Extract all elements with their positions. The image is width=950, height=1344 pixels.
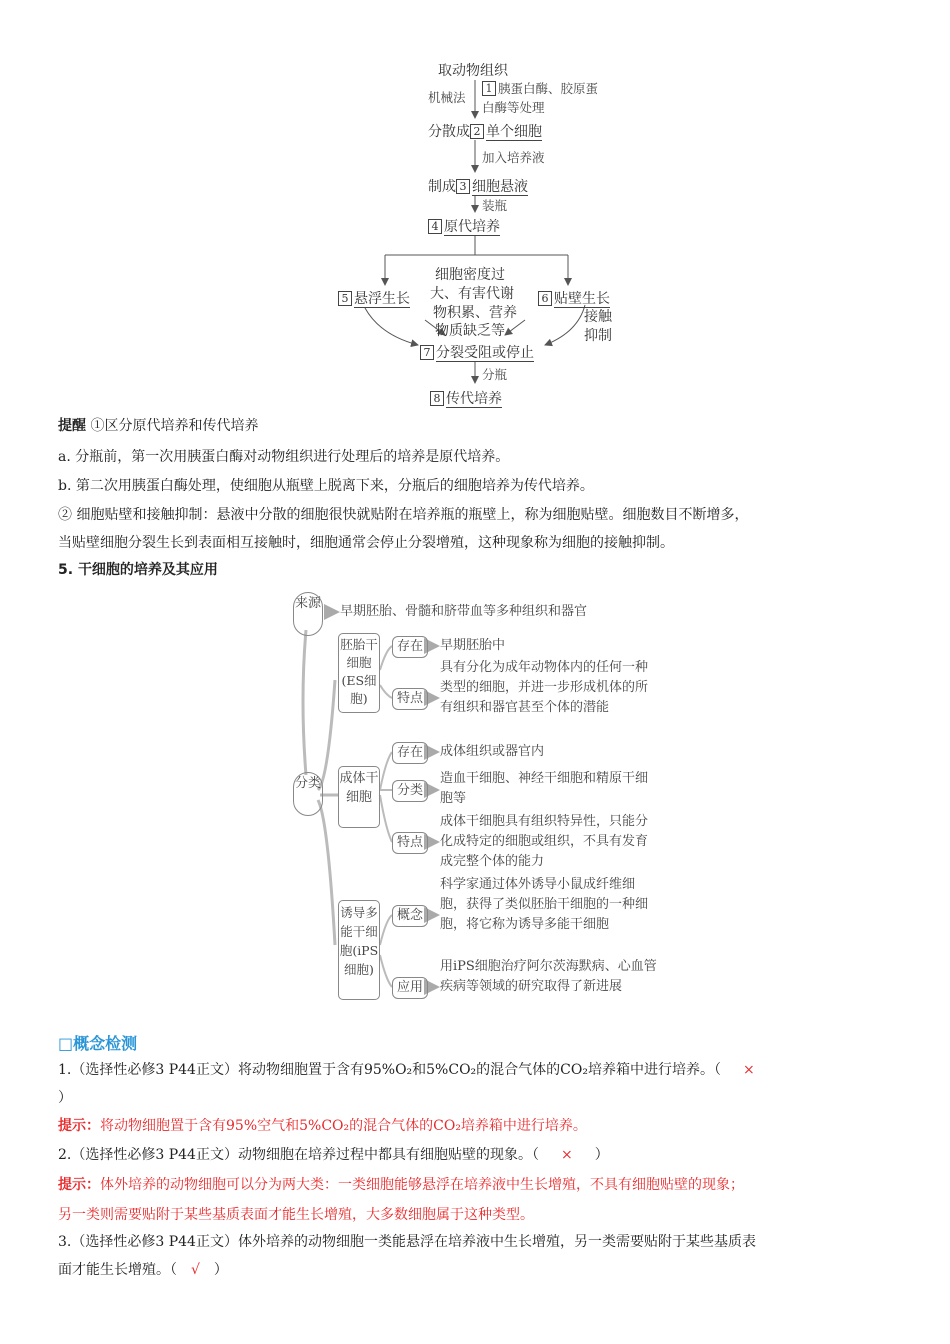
q1-line1: 1.（选择性必修3 P44正文）将动物细胞置于含有95%O₂和5%CO₂的混合气体的CO₂培养箱中进行培养。（ × — [58, 1062, 755, 1078]
flow-subculture: 8 传代培养 — [430, 388, 502, 408]
flow-enzyme-line1: 1 胰蛋白酶、胶原蛋 — [482, 79, 598, 97]
flow-adherent-growth: 6 贴壁生长 — [538, 288, 610, 308]
mm-adult-feature-text: 成体干细胞具有组织特异性，只能分化成特定的细胞或组织，不具有发育成完整个体的能力 — [440, 814, 649, 869]
tip-b: b. 第二次用胰蛋白酶处理，使细胞从瓶壁上脱离下来，分瓶后的细胞培养为传代培养。 — [58, 478, 594, 494]
mm-es-feature-tag: 特点 — [392, 688, 428, 710]
mm-adult-class-tag: 分类 — [392, 780, 428, 802]
mm-es-exist-text: 早期胚胎中 — [440, 638, 506, 653]
flow-cause-4: 物质缺乏等 — [435, 323, 505, 339]
flow-contact-2: 抑制 — [584, 328, 612, 344]
concept-check-heading: □概念检测 — [58, 1034, 138, 1053]
flow-suspension-growth: 5 悬浮生长 — [338, 288, 410, 308]
mm-ips-app-text: 用iPS细胞治疗阿尔茨海默病、心血管疾病等领域的研究取得了新进展 — [440, 959, 657, 994]
flow-contact-1: 接触 — [584, 309, 612, 325]
mm-source-text: 早期胚胎、骨髓和脐带血等多种组织和器官 — [340, 604, 588, 619]
q3-line1: 3.（选择性必修3 P44正文）体外培养的动物细胞一类能悬浮在培养液中生长增殖，另一类需要贴附于某些基质表 — [58, 1234, 756, 1250]
q1-tip: 提示：将动物细胞置于含有95%空气和5%CO₂的混合气体的CO₂培养箱中进行培养。 — [58, 1118, 587, 1134]
tip-title: 提醒 ①区分原代培养和传代培养 — [58, 418, 259, 434]
flow-cause-1: 细胞密度过 — [435, 267, 505, 283]
flow-split: 分瓶 — [482, 367, 508, 382]
tip-c-line2: 当贴壁细胞分裂生长到表面相互接触时，细胞通常会停止分裂增殖，这种现象称为细胞的接触抑制。 — [58, 535, 674, 551]
flow-step-take-tissue: 取动物组织 — [438, 63, 508, 79]
q1-line2: ） — [58, 1090, 72, 1106]
tip-c-line1: ② 细胞贴壁和接触抑制：悬液中分散的细胞很快就贴附在培养瓶的瓶壁上，称为细胞贴壁。细胞数目不断增多， — [58, 507, 749, 523]
mm-adult-cell-node: 成体干细胞 — [338, 766, 380, 828]
mm-es-cell-node: 胚胎干细胞(ES细胞) — [338, 633, 380, 713]
mm-adult-exist-text: 成体组织或器官内 — [440, 744, 545, 759]
flow-cause-3: 物积累、营养 — [433, 305, 517, 321]
mm-es-exist-tag: 存在 — [392, 636, 428, 658]
mm-class-node: 分类 — [293, 772, 323, 816]
q3-answer-mark: √ — [191, 1262, 200, 1278]
q2-answer-mark: × — [560, 1147, 573, 1163]
flow-division-stop: 7 分裂受阻或停止 — [420, 342, 534, 362]
flow-add-medium: 加入培养液 — [482, 150, 545, 165]
mm-es-feature-text: 具有分化为成年动物体内的任何一种类型的细胞，并进一步形成机体的所有组织和器官甚至个体的潜能 — [440, 660, 649, 715]
mm-ips-concept-text: 科学家通过体外诱导小鼠成纤维细胞，获得了类似胚胎干细胞的一种细胞，将它称为诱导多能干细胞 — [440, 877, 649, 932]
q2-line: 2.（选择性必修3 P44正文）动物细胞在培养过程中都具有细胞贴壁的现象。（ × ） — [58, 1147, 609, 1163]
q3-line2: 面才能生长增殖。（ √ ） — [58, 1262, 228, 1278]
flow-step-primary: 4 原代培养 — [428, 216, 500, 236]
mm-adult-feature-tag: 特点 — [392, 832, 428, 854]
mm-ips-cell-node: 诱导多能干细胞(iPS细胞) — [338, 900, 380, 1000]
q1-answer-mark: × — [742, 1062, 755, 1078]
mm-ips-app-tag: 应用 — [392, 977, 428, 999]
section-5-heading: 5. 干细胞的培养及其应用 — [58, 562, 218, 578]
flow-step-suspension: 制成 3 细胞悬液 — [428, 179, 528, 195]
mm-adult-exist-tag: 存在 — [392, 742, 428, 764]
flow-enzyme-line2: 白酶等处理 — [482, 100, 545, 115]
flow-step-disperse: 分散成 2 单个细胞 — [428, 124, 542, 140]
flow-method-label: 机械法 — [428, 90, 466, 105]
mm-ips-concept-tag: 概念 — [392, 905, 428, 927]
mm-source-node: 来源 — [293, 592, 323, 636]
mm-adult-class-text: 造血干细胞、神经干细胞和精原干细胞等 — [440, 771, 649, 806]
q2-tip-line1: 提示：体外培养的动物细胞可以分为两大类：一类细胞能够悬浮在培养液中生长增殖，不具有细胞贴壁的现象； — [58, 1177, 744, 1193]
tip-a: a. 分瓶前，第一次用胰蛋白酶对动物组织进行处理后的培养是原代培养。 — [58, 449, 510, 465]
flow-cause-2: 大、有害代谢 — [430, 286, 514, 302]
q2-tip-line2: 另一类则需要贴附于某些基质表面才能生长增殖，大多数细胞属于这种类型。 — [58, 1207, 534, 1223]
flow-bottle: 装瓶 — [482, 198, 508, 213]
